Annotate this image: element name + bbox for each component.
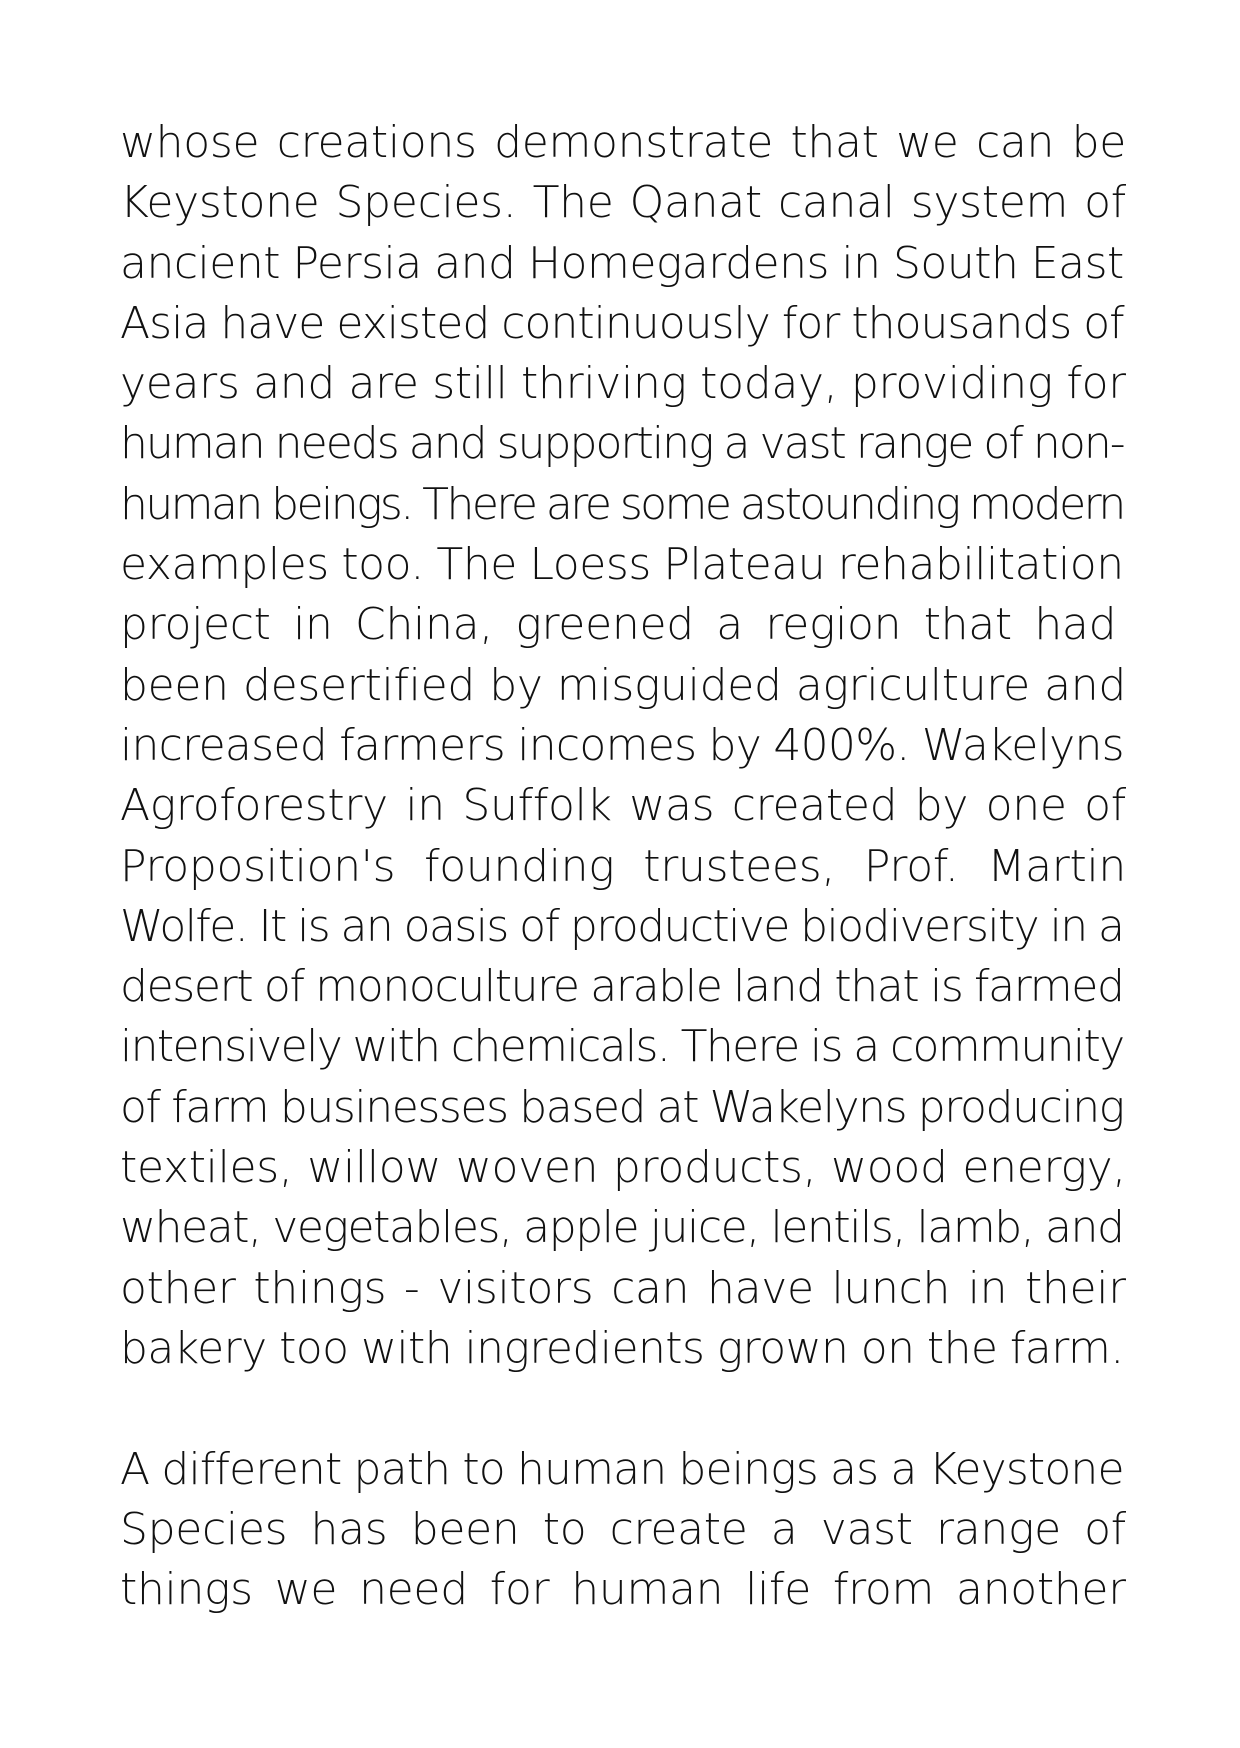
text-line: of farm businesses based at Wakelyns producing: [120, 1081, 1124, 1133]
text-line: Asia have existed continuously for thousands of: [120, 297, 1124, 349]
text-line: Agroforestry in Suffolk was created by one of: [120, 780, 1126, 832]
paragraph: [120, 113, 1126, 1379]
text-line: Species has been to create a vast range of: [120, 1503, 1126, 1555]
paragraph: [120, 1440, 1126, 1621]
body-text: [120, 113, 1126, 1620]
text-line: increased farmers incomes by 400%. Wakelyns: [120, 719, 1124, 771]
text-line: desert of monoculture arable land that is farmed: [120, 961, 1124, 1013]
text-line: bakery too with ingredients grown on the farm.: [120, 1322, 1124, 1374]
text-line: things we need for human life from another: [120, 1564, 1126, 1616]
text-line: intensively with chemicals. There is a community: [120, 1021, 1124, 1073]
text-line: Wolfe. It is an oasis of productive biodiversity in a: [120, 900, 1124, 952]
text-line: other things - visitors can have lunch in their: [120, 1262, 1126, 1314]
text-line: ancient Persia and Homegardens in South East: [120, 237, 1124, 289]
text-line: textiles, willow woven products, wood energy,: [120, 1142, 1126, 1194]
text-line: human beings. There are some astounding modern: [120, 478, 1124, 530]
text-line: project in China, greened a region that had: [120, 599, 1117, 651]
text-line: human needs and supporting a vast range of non-: [120, 418, 1124, 470]
text-line: whose creations demonstrate that we can be: [120, 117, 1126, 168]
text-line: Keystone Species. The Qanat canal system of: [120, 177, 1126, 229]
text-line: examples too. The Loess Plateau rehabilitation: [120, 539, 1124, 591]
text-line: been desertified by misguided agriculture and: [120, 659, 1126, 711]
text-line: A different path to human beings as a Keystone: [120, 1443, 1124, 1495]
text-line: years and are still thriving today, providing for: [120, 358, 1126, 410]
paragraph-gap: [120, 1379, 1126, 1439]
text-line: Proposition's founding trustees, Prof. Martin: [120, 840, 1126, 892]
text-line: wheat, vegetables, apple juice, lentils, lamb, and: [120, 1202, 1124, 1254]
